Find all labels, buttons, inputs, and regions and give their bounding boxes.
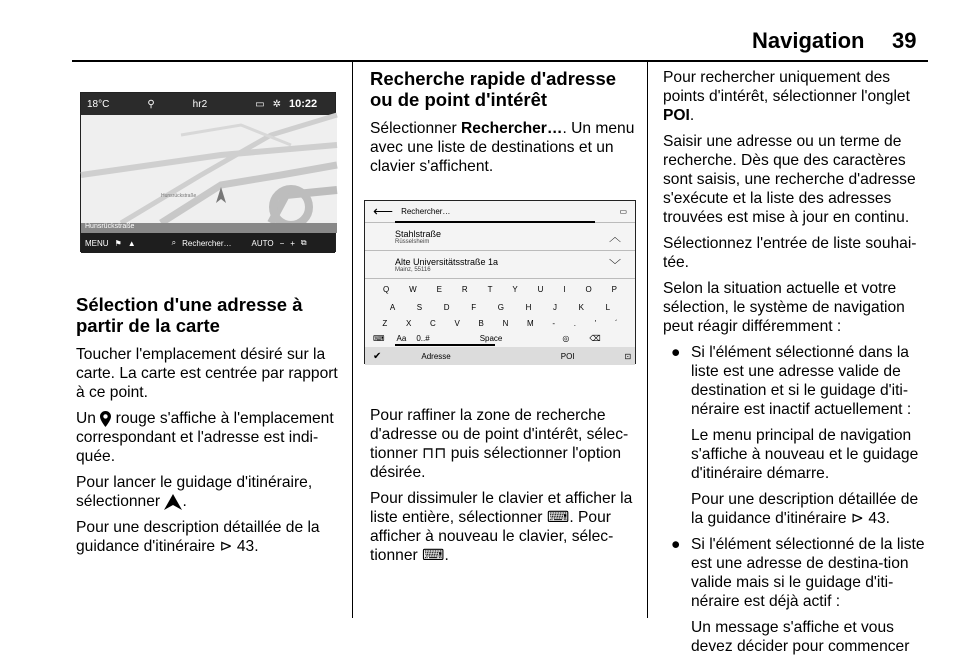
north-arrow-icon[interactable]: ▲ xyxy=(127,238,136,248)
key[interactable]: . xyxy=(573,319,577,328)
key[interactable]: Q xyxy=(382,285,390,294)
key[interactable]: S xyxy=(416,303,423,312)
hide-keyboard-icon: ⌨ xyxy=(546,509,570,526)
map-search-button[interactable]: Rechercher… xyxy=(182,238,232,248)
paragraph: Toucher l'emplacement désiré sur la carte. La carte est centrée par rapport à ce point. xyxy=(76,346,338,401)
map-canvas xyxy=(81,115,337,223)
bullet-item xyxy=(663,343,929,528)
key[interactable]: T xyxy=(487,285,493,294)
confirm-check-icon[interactable]: ✔ xyxy=(373,350,382,362)
bullet-text: Si l'élément sélectionné de la liste est une adresse de destina-tion valide mais si le guidage d'iti-néraire est déjà actif : xyxy=(691,536,925,610)
paragraph: Saisir une adresse ou un terme de recherche. Dès que des caractères sont saisis, une recherche d'adresse s'exécute et la liste des adresses trouvées est mise à jour en continu. xyxy=(663,133,916,226)
bold-term: Rechercher… xyxy=(461,120,563,137)
key[interactable]: Z xyxy=(382,319,388,328)
key[interactable]: O xyxy=(585,285,592,294)
keyboard-row-4 xyxy=(373,331,627,345)
street-name-bar: Hunsrückstraße xyxy=(81,223,337,233)
text-run: . Pour afficher à nouveau le clavier, sélec-tionner xyxy=(370,509,614,564)
key[interactable]: A xyxy=(389,303,396,312)
column-divider-left xyxy=(352,62,353,618)
text-run: Pour dissimuler le clavier et afficher la liste entière, sélectionner xyxy=(370,490,633,526)
bullet-item xyxy=(663,535,929,656)
key[interactable]: U xyxy=(537,285,544,294)
section-heading-search: Recherche rapide d'adresse ou de point d'intérêt xyxy=(370,68,617,110)
map-screenshot xyxy=(80,92,336,252)
backspace-icon[interactable]: ⌫ xyxy=(589,333,601,343)
phone-icon: ▭ xyxy=(255,98,265,110)
text-run: Pour rechercher uniquement des points d'intérêt, sélectionner l'onglet xyxy=(663,69,910,105)
svg-text:Hunsrückstraße: Hunsrückstraße xyxy=(161,193,197,199)
text-run: Un xyxy=(76,410,96,427)
paragraph xyxy=(663,68,929,125)
key[interactable]: V xyxy=(454,319,460,328)
column-divider-right xyxy=(647,62,648,618)
key[interactable]: B xyxy=(478,319,484,328)
middle-column-top xyxy=(370,68,636,183)
page-reference: 43. xyxy=(868,510,891,527)
text-run: Pour raffiner la zone de recherche d'adresse ou de point d'intérêt, sélec-tionner xyxy=(370,407,629,462)
key[interactable]: M xyxy=(527,319,534,328)
bullet-text: Le menu principal de navigation s'affiche à nouveau et le guidage d'itinéraire démarre. xyxy=(691,427,919,482)
key[interactable]: P xyxy=(611,285,617,294)
text-run: puis sélectionner l'option désirée. xyxy=(370,445,622,481)
keyboard-toggle-icon[interactable]: ▭ xyxy=(619,207,627,216)
key[interactable]: J xyxy=(553,303,558,312)
text-run: Pour une description détaillée de la guidance d'itinéraire xyxy=(691,491,919,527)
key[interactable]: Y xyxy=(512,285,518,294)
result-subtitle: Rüsselsheim xyxy=(395,238,430,245)
keyboard-row-3 xyxy=(373,319,627,328)
text-run: . xyxy=(444,547,449,564)
bullet-text xyxy=(691,490,929,528)
paragraph xyxy=(76,518,340,556)
bold-term: POI xyxy=(663,107,690,124)
page-number: 39 xyxy=(892,28,917,53)
key[interactable]: N xyxy=(502,319,509,328)
key[interactable]: D xyxy=(443,303,450,312)
result-title: Stahlstraße xyxy=(395,228,442,239)
bullet-text: Un message s'affiche et vous devez décider pour commencer xyxy=(691,619,910,655)
filter-icon: ⊓⊓ xyxy=(422,445,447,462)
options-icon[interactable]: ⧉ xyxy=(300,238,307,247)
navigation-arrow-icon xyxy=(164,494,182,510)
search-icon[interactable]: ⌕ xyxy=(171,238,177,247)
left-column xyxy=(76,294,340,563)
text-run: Sélectionner xyxy=(370,120,457,137)
text-run: rouge s'affiche à l'emplacement correspondant et l'adresse est indi-quée. xyxy=(76,410,334,465)
temperature: 18°C xyxy=(87,98,110,110)
section-heading-map: Sélection d'une adresse à partir de la carte xyxy=(76,294,303,336)
key[interactable]: F xyxy=(471,303,477,312)
key[interactable]: C xyxy=(429,319,436,328)
paragraph xyxy=(370,489,638,565)
paragraph xyxy=(370,119,636,176)
right-column xyxy=(663,68,929,663)
clock: 10:22 xyxy=(288,98,318,110)
key[interactable]: H xyxy=(525,303,532,312)
chevron-up-icon[interactable]: ︿ xyxy=(608,230,621,244)
case-key[interactable]: Aa xyxy=(396,333,407,343)
symbols-key[interactable]: 0..# xyxy=(416,333,430,343)
map-bottom-bar xyxy=(81,233,335,253)
text-run: . Un menu avec une liste de destinations et un clavier s'affichent. xyxy=(370,120,635,175)
key[interactable]: E xyxy=(436,285,442,294)
back-arrow-icon[interactable]: ⟵ xyxy=(373,203,394,219)
header-rule xyxy=(72,60,928,62)
text-run: . xyxy=(689,107,695,124)
key[interactable]: W xyxy=(409,285,417,294)
page-ref-arrow-icon: ⊳ xyxy=(219,538,233,555)
auto-zoom-button[interactable]: AUTO xyxy=(251,238,274,248)
poi-filter-icon[interactable]: ⊡ xyxy=(624,351,632,361)
zoom-out-icon[interactable]: − xyxy=(279,238,285,248)
key[interactable]: ´ xyxy=(614,319,618,328)
key[interactable]: I xyxy=(563,285,566,294)
keyboard-icon[interactable]: ⌨ xyxy=(373,333,385,343)
search-screenshot xyxy=(364,200,636,364)
key[interactable]: L xyxy=(605,303,611,312)
key[interactable]: G xyxy=(497,303,504,312)
map-status-bar xyxy=(81,93,335,115)
search-bar xyxy=(365,201,635,223)
settings-icon: ✲ xyxy=(272,98,281,110)
chevron-down-icon[interactable]: ﹀ xyxy=(608,258,621,272)
bullet-icon: ● xyxy=(671,536,681,553)
search-field[interactable]: Rechercher… xyxy=(401,207,451,216)
keyboard-row-2 xyxy=(379,303,621,312)
tab-address[interactable]: Adresse xyxy=(421,351,451,361)
paragraph: Sélectionnez l'entrée de liste souhai-tée. xyxy=(663,235,917,271)
text-run: Pour une description détaillée de la guidance d'itinéraire xyxy=(76,519,320,555)
bullet-icon: ● xyxy=(671,344,681,361)
result-item[interactable] xyxy=(365,251,635,279)
page-header-title: Navigation xyxy=(752,28,865,53)
result-subtitle: Mainz, 55116 xyxy=(395,266,431,273)
show-keyboard-icon: ⌨ xyxy=(422,547,445,564)
tab-underline xyxy=(395,344,495,346)
language-icon[interactable]: ◎ xyxy=(562,333,570,343)
search-tab-bar xyxy=(365,347,635,365)
paragraph xyxy=(76,473,340,511)
middle-column-bottom xyxy=(370,406,638,572)
paragraph xyxy=(370,406,638,482)
page-reference: 43. xyxy=(236,538,259,555)
bullet-text: Si l'élément sélectionné dans la liste est une adresse valide de destination et si le guidage d'iti-néraire est inactif actuellement : xyxy=(691,344,912,418)
result-item[interactable] xyxy=(365,223,635,251)
location-icon: ⚲ xyxy=(147,98,155,110)
text-run: Pour lancer le guidage d'itinéraire, sélectionner xyxy=(76,474,313,510)
zoom-in-icon[interactable]: + xyxy=(290,238,295,248)
key[interactable]: - xyxy=(552,319,556,328)
key[interactable]: X xyxy=(405,319,412,328)
flag-icon[interactable]: ⚑ xyxy=(114,238,122,248)
menu-button[interactable]: MENU xyxy=(85,238,109,248)
key[interactable]: R xyxy=(461,285,468,294)
key[interactable]: ' xyxy=(594,319,597,328)
tab-poi[interactable]: POI xyxy=(560,351,575,361)
keyboard-row-1 xyxy=(373,285,627,294)
result-title: Alte Universitätsstraße 1a xyxy=(395,256,499,267)
key[interactable]: K xyxy=(578,303,585,312)
page-ref-arrow-icon: ⊳ xyxy=(850,510,864,527)
route-label: hr2 xyxy=(192,98,208,110)
paragraph xyxy=(76,409,340,466)
paragraph: Selon la situation actuelle et votre sélection, le système de navigation peut réagir différemment : xyxy=(663,280,905,335)
space-key[interactable]: Space xyxy=(479,333,503,343)
location-pin-icon xyxy=(100,411,111,427)
text-run: . xyxy=(182,493,187,510)
